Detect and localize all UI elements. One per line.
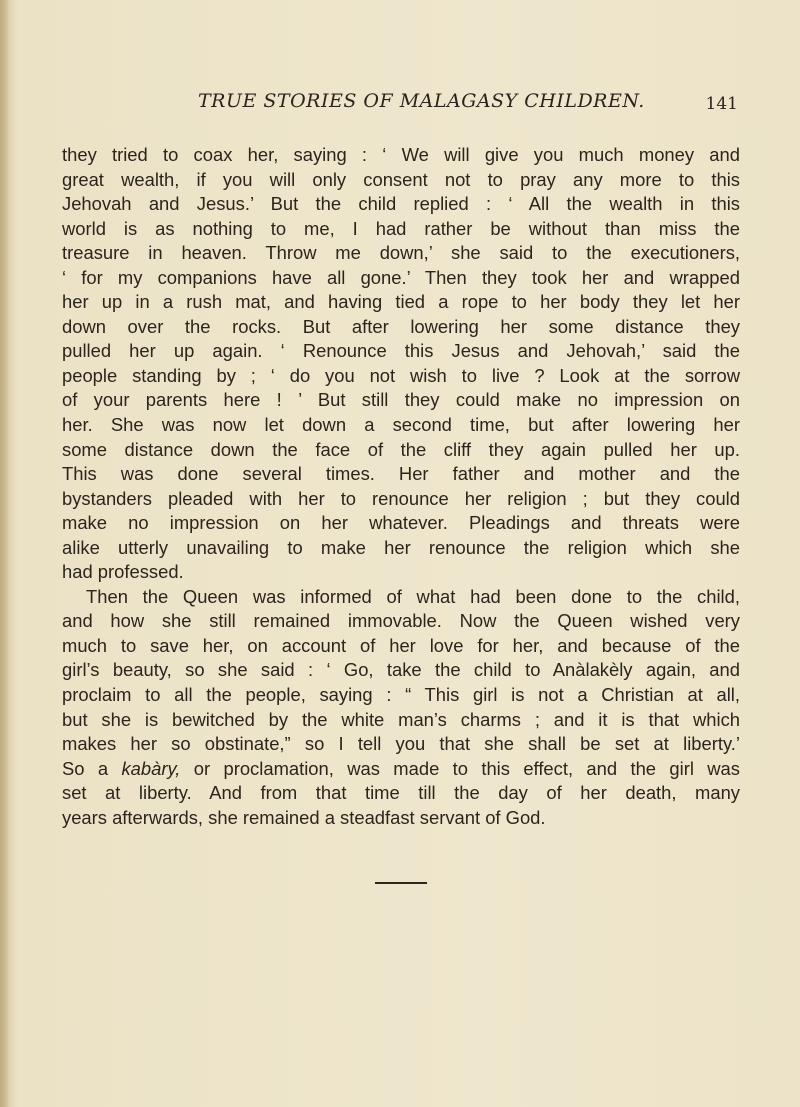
- text-line: of your parents here ! ’ But still they could make no impression on: [62, 389, 740, 411]
- text-line: some distance down the face of the cliff they again pulled her up.: [62, 438, 740, 460]
- paragraph-start-line: Then the Queen was informed of what had been done to the child,: [86, 585, 740, 607]
- page-number: 141: [705, 94, 738, 114]
- paragraph-end-line: had professed.: [62, 561, 184, 583]
- text-line: but she is bewitched by the white man’s charms ; and it is that which: [62, 708, 740, 730]
- text-line: treasure in heaven. Throw me down,’ she said to the executioners,: [62, 242, 740, 264]
- text-line: pulled her up again. ‘ Renounce this Jesus and Jehovah,’ said the: [62, 340, 740, 362]
- text-line: set at liberty. And from that time till the day of her death, many: [62, 782, 740, 804]
- text-line: her up in a rush mat, and having tied a rope to her body they let her: [62, 291, 740, 313]
- body-text: [62, 143, 740, 830]
- text-fragment: So a: [62, 757, 109, 779]
- kabary-term: kabàry,: [121, 757, 181, 779]
- text-line: make no impression on her whatever. Pleadings and threats were: [62, 512, 740, 534]
- running-title: TRUE STORIES OF MALAGASY CHILDREN.: [198, 90, 645, 112]
- text-line: makes her so obstinate,” so I tell you that she shall be set at liberty.’: [62, 733, 740, 755]
- text-line: they tried to coax her, saying : ‘ We will give you much money and: [62, 144, 740, 165]
- text-line: her. She was now let down a second time, but after lowering her: [62, 414, 740, 436]
- text-fragment: or proclamation, was made to this effect, and the girl was: [193, 757, 740, 779]
- text-line: people standing by ; ‘ do you not wish to live ? Look at the sorrow: [62, 364, 740, 386]
- text-line: bystanders pleaded with her to renounce her religion ; but they could: [62, 487, 740, 509]
- text-line: girl’s beauty, so she said : ‘ Go, take the child to Anàlakèly again, and: [62, 659, 740, 681]
- text-line-with-kabary: [62, 757, 740, 782]
- end-rule-divider: [375, 882, 427, 884]
- spine-shadow: [0, 0, 10, 1107]
- text-line: Jehovah and Jesus.’ But the child replied : ‘ All the wealth in this: [62, 193, 740, 215]
- text-line: proclaim to all the people, saying : “ This girl is not a Christian at all,: [62, 684, 740, 706]
- text-line: world is as nothing to me, I had rather be without than miss the: [62, 217, 740, 239]
- text-line: ‘ for my companions have all gone.’ Then they took her and wrapped: [62, 266, 740, 288]
- text-line: much to save her, on account of her love for her, and because of the: [62, 634, 740, 656]
- text-line: down over the rocks. But after lowering her some distance they: [62, 315, 740, 337]
- text-line: and how she still remained immovable. Now the Queen wished very: [62, 610, 740, 632]
- final-line: years afterwards, she remained a steadfast servant of God.: [62, 806, 546, 828]
- text-line: alike utterly unavailing to make her renounce the religion which she: [62, 536, 740, 558]
- text-line: great wealth, if you will only consent not to pray any more to this: [62, 168, 740, 190]
- running-head: [60, 90, 740, 120]
- text-line: This was done several times. Her father and mother and the: [62, 463, 740, 485]
